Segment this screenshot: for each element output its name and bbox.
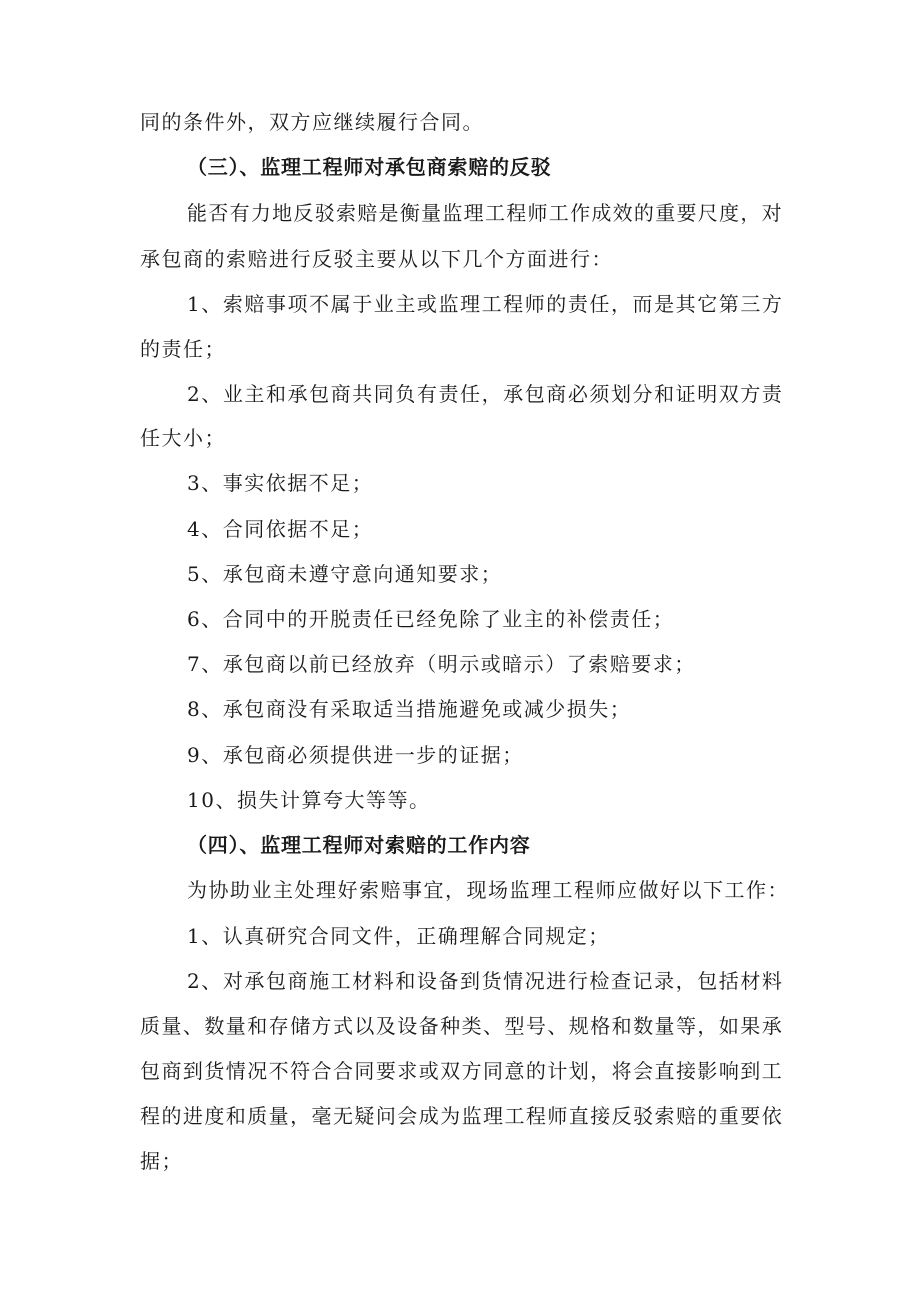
justified-text: 程 的 进 度 和 质 量 ， 毫 无 疑 问 会 成 为 监 理 工 程 师 直 接 反 驳 索 赔 的 重 要 依 bbox=[140, 1104, 782, 1128]
justified-text: 2 、 对 承 包 商 施 工 材 料 和 设 备 到 货 情 况 进 行 检 查 记 录 ， 包 括 材 料 bbox=[187, 969, 782, 993]
list-item: 10、损失计算夸大等等。 bbox=[187, 788, 431, 812]
justified-text: 能 否 有 力 地 反 驳 索 赔 是 衡 量 监 理 工 程 师 工 作 成 效 的 重 要 尺 度 ， 对 bbox=[187, 201, 782, 225]
justified-text: 2 、 业 主 和 承 包 商 共 同 负 有 责 任 ， 承 包 商 必 须 划 分 和 证 明 双 方 责 bbox=[187, 382, 782, 406]
text-line: 的责任； bbox=[140, 337, 226, 361]
list-item bbox=[187, 380, 782, 408]
paragraph-line bbox=[140, 1102, 782, 1130]
text-line: 为协助业主处理好索赔事宜，现场监理工程师应做好以下工作： bbox=[187, 878, 789, 902]
section-heading: （三）、监理工程师对承包商索赔的反驳 bbox=[187, 155, 552, 179]
list-item bbox=[187, 967, 782, 995]
list-item bbox=[187, 290, 782, 318]
justified-text: 包 商 到 货 情 况 不 符 合 合 同 要 求 或 双 方 同 意 的 计 划 ， 将 会 直 接 影 响 到 工 bbox=[140, 1059, 782, 1083]
section-heading: （四）、监理工程师对索赔的工作内容 bbox=[187, 833, 531, 857]
text-line: 承包商的索赔进行反驳主要从以下几个方面进行： bbox=[140, 247, 613, 271]
list-item: 9、承包商必须提供进一步的证据； bbox=[187, 743, 524, 767]
justified-text: 1 、 索 赔 事 项 不 属 于 业 主 或 监 理 工 程 师 的 责 任 ， 而 是 其 它 第 三 方 bbox=[187, 292, 782, 316]
list-item: 6、合同中的开脱责任已经免除了业主的补偿责任； bbox=[187, 607, 675, 631]
list-item: 1、认真研究合同文件，正确理解合同规定； bbox=[187, 924, 610, 948]
text-line: 同的条件外，双方应继续履行合同。 bbox=[140, 110, 484, 134]
text-line: 据； bbox=[140, 1149, 183, 1173]
list-item: 7、承包商以前已经放弃（明示或暗示）了索赔要求； bbox=[187, 652, 696, 676]
list-item: 8、承包商没有采取适当措施避免或减少损失； bbox=[187, 697, 632, 721]
justified-text: 质 量 、 数 量 和 存 储 方 式 以 及 设 备 种 类 、 型 号 、 规 格 和 数 量 等 ， 如 果 承 bbox=[140, 1014, 782, 1038]
paragraph-line bbox=[140, 1012, 782, 1040]
list-item: 4、合同依据不足； bbox=[187, 517, 374, 541]
paragraph-line bbox=[140, 1057, 782, 1085]
list-item: 5、承包商未遵守意向通知要求； bbox=[187, 562, 503, 586]
text-line: 任大小； bbox=[140, 426, 226, 450]
list-item: 3、事实依据不足； bbox=[187, 471, 374, 495]
paragraph-line bbox=[187, 199, 782, 227]
